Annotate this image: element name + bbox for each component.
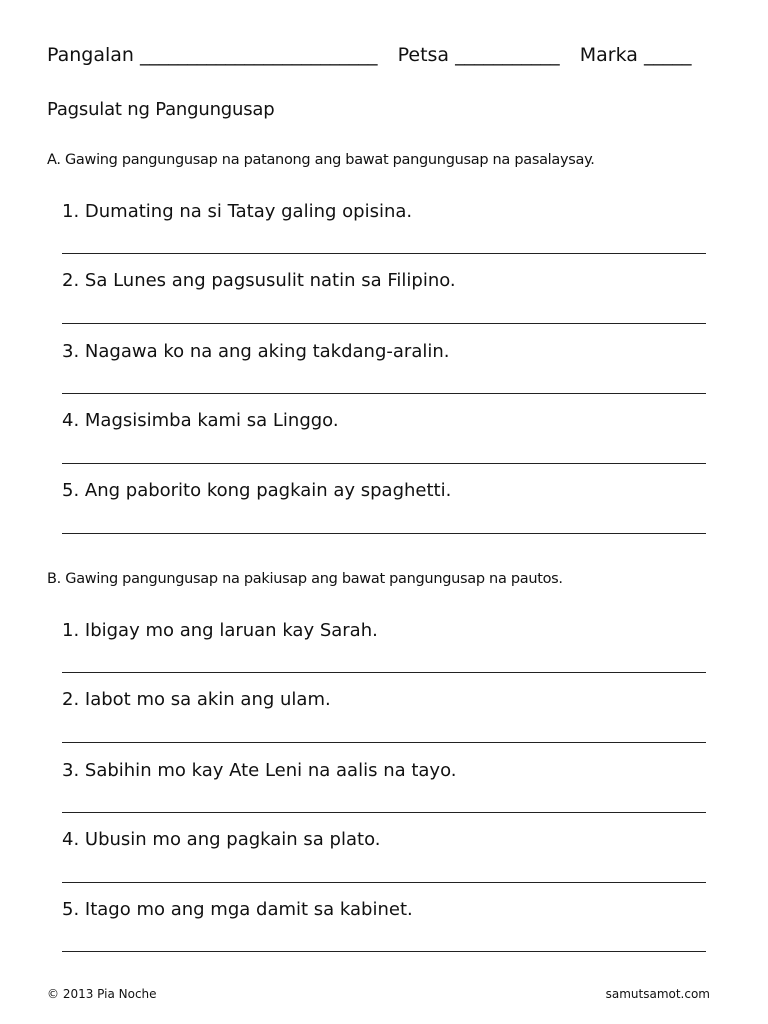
section-b-item-5: 5. Itago mo ang mga damit sa kabinet. — [62, 899, 413, 920]
score-blank[interactable]: _____ — [643, 44, 692, 66]
section-a-answer-line-3[interactable] — [62, 393, 706, 394]
score-label: Marka — [579, 44, 638, 66]
section-a-answer-line-2[interactable] — [62, 323, 706, 324]
section-b-answer-line-2[interactable] — [62, 742, 706, 743]
section-a-answer-line-1[interactable] — [62, 253, 706, 254]
section-a-item-1: 1. Dumating na si Tatay galing opisina. — [62, 201, 413, 222]
footer-copyright: © 2013 Pia Noche — [47, 987, 157, 1001]
section-b-answer-line-4[interactable] — [62, 882, 706, 883]
footer-website: samutsamot.com — [605, 987, 710, 1001]
section-a-answer-line-4[interactable] — [62, 463, 706, 464]
section-b-answer-line-3[interactable] — [62, 812, 706, 813]
worksheet-title: Pagsulat ng Pangungusap — [47, 99, 275, 120]
section-b-item-1: 1. Ibigay mo ang laruan kay Sarah. — [62, 620, 378, 641]
section-a-answer-line-5[interactable] — [62, 533, 706, 534]
section-a-instruction: A. Gawing pangungusap na patanong ang bawat pangungusap na pasalaysay. — [47, 152, 595, 168]
section-a-item-2: 2. Sa Lunes ang pagsusulit natin sa Filipino. — [62, 270, 456, 291]
section-a-item-4: 4. Magsisimba kami sa Linggo. — [62, 410, 339, 431]
section-b-answer-line-1[interactable] — [62, 672, 706, 673]
date-label: Petsa — [397, 44, 450, 66]
section-a-item-5: 5. Ang paborito kong pagkain ay spaghetti. — [62, 480, 452, 501]
name-label: Pangalan — [47, 44, 134, 66]
date-blank[interactable]: ___________ — [455, 44, 560, 66]
section-b-item-2: 2. Iabot mo sa akin ang ulam. — [62, 689, 331, 710]
section-b-answer-line-5[interactable] — [62, 951, 706, 952]
section-b-item-4: 4. Ubusin mo ang pagkain sa plato. — [62, 829, 381, 850]
section-a-item-3: 3. Nagawa ko na ang aking takdang-aralin. — [62, 341, 450, 362]
name-blank[interactable]: _________________________ — [140, 44, 378, 66]
section-b-item-3: 3. Sabihin mo kay Ate Leni na aalis na tayo. — [62, 760, 457, 781]
header-row — [47, 44, 691, 66]
section-b-instruction: B. Gawing pangungusap na pakiusap ang bawat pangungusap na pautos. — [47, 571, 563, 587]
